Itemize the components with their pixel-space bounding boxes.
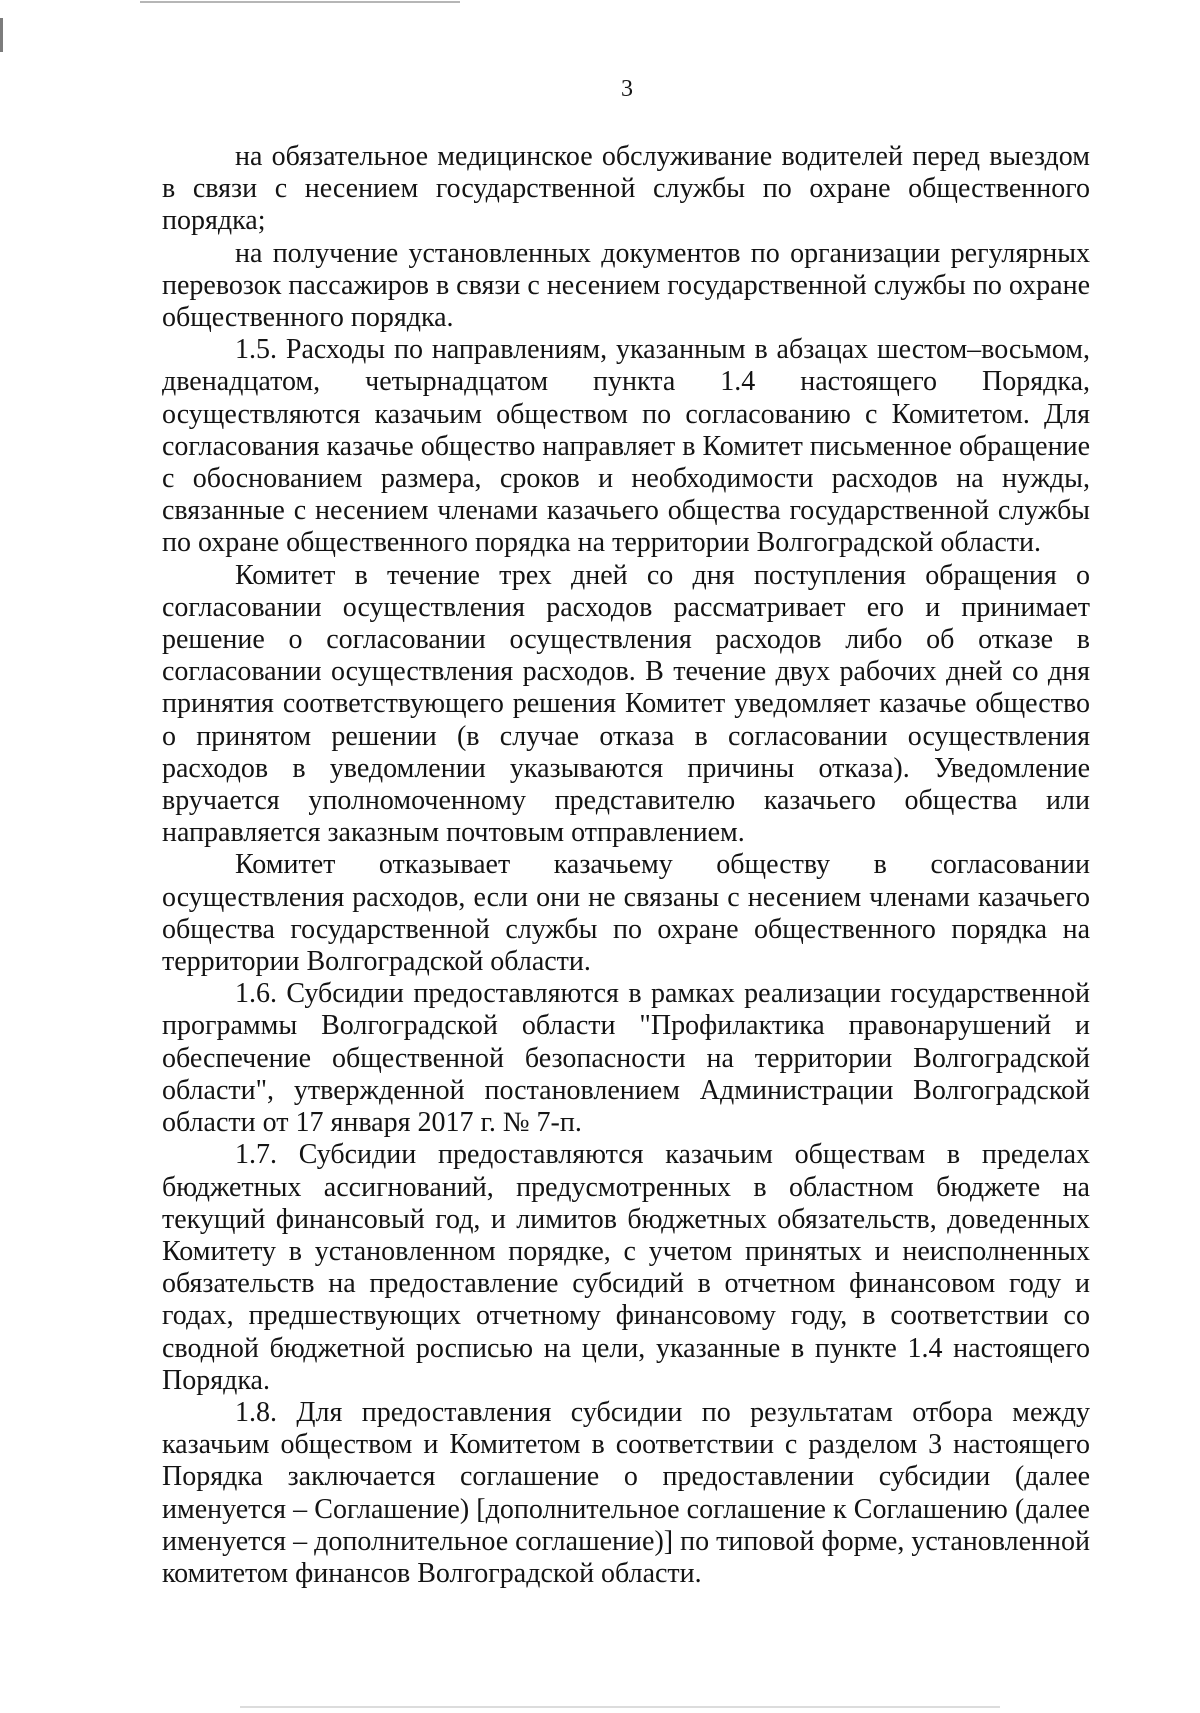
document-body: [162, 141, 1090, 1590]
page-number: 3: [621, 76, 633, 102]
paragraph-1-5: 1.5. Расходы по направлениям, указанным в абзацах шестом–восьмом, двенадцатом, четырнадцатом пункта 1.4 настоящего Порядка, осуществляются казачьим обществом по согласованию с Комитетом. Для согласования казачье общество направляет в Комитет письменное обращение с обоснованием размера, сроков и необходимости расходов на нужды, связанные с несением членами казачьего общества государственной службы по охране общественного порядка на территории Волгоградской области.: [162, 334, 1090, 559]
paragraph-committee-refusal: Комитет отказывает казачьему обществу в согласовании осуществления расходов, если они не связаны с несением членами казачьего общества государственной службы по охране общественного порядка на территории Волгоградской области.: [162, 849, 1090, 978]
paragraph-1-6: 1.6. Субсидии предоставляются в рамках реализации государственной программы Волгоградской области "Профилактика правонарушений и обеспечение общественной безопасности на территории Волгоградской области", утвержденной постановлением Администрации Волгоградской области от 17 января 2017 г. № 7-п.: [162, 978, 1090, 1139]
scan-edge-top: [140, 1, 460, 3]
paragraph-committee-review: Комитет в течение трех дней со дня поступления обращения о согласовании осуществления расходов рассматривает его и принимает решение о согласовании осуществления расходов либо об отказе в согласовании осуществления расходов. В течение двух рабочих дней со дня принятия соответствующего решения Комитет уведомляет казачье общество о принятом решении (в случае отказа в согласовании осуществления расходов в уведомлении указываются причины отказа). Уведомление вручается уполномоченному представителю казачьего общества или направляется заказным почтовым отправлением.: [162, 559, 1090, 849]
paragraph-transport-documents: на получение установленных документов по организации регулярных перевозок пассажиров в связи с несением государственной службы по охране общественного порядка.: [162, 237, 1090, 334]
paragraph-medical-service: на обязательное медицинское обслуживание водителей перед выездом в связи с несением государственной службы по охране общественного порядка;: [162, 141, 1090, 237]
paragraph-1-7: 1.7. Субсидии предоставляются казачьим обществам в пределах бюджетных ассигнований, предусмотренных в областном бюджете на текущий финансовый год, и лимитов бюджетных обязательств, доведенных Комитету в установленном порядке, с учетом принятых и неисполненных обязательств на предоставление субсидий в отчетном финансовом году и годах, предшествующих отчетному финансовому году, в соответствии со сводной бюджетной росписью на цели, указанные в пункте 1.4 настоящего Порядка.: [162, 1139, 1090, 1396]
paragraph-1-8: 1.8. Для предоставления субсидии по результатам отбора между казачьим обществом и Комитетом в соответствии с разделом 3 настоящего Порядка заключается соглашение о предоставлении субсидии (далее именуется – Соглашение) [дополнительное соглашение к Соглашению (далее именуется – дополнительное соглашение)] по типовой форме, установленной комитетом финансов Волгоградской области.: [162, 1396, 1090, 1589]
scan-edge-left: [0, 18, 3, 52]
scan-edge-bottom: [240, 1706, 1000, 1708]
